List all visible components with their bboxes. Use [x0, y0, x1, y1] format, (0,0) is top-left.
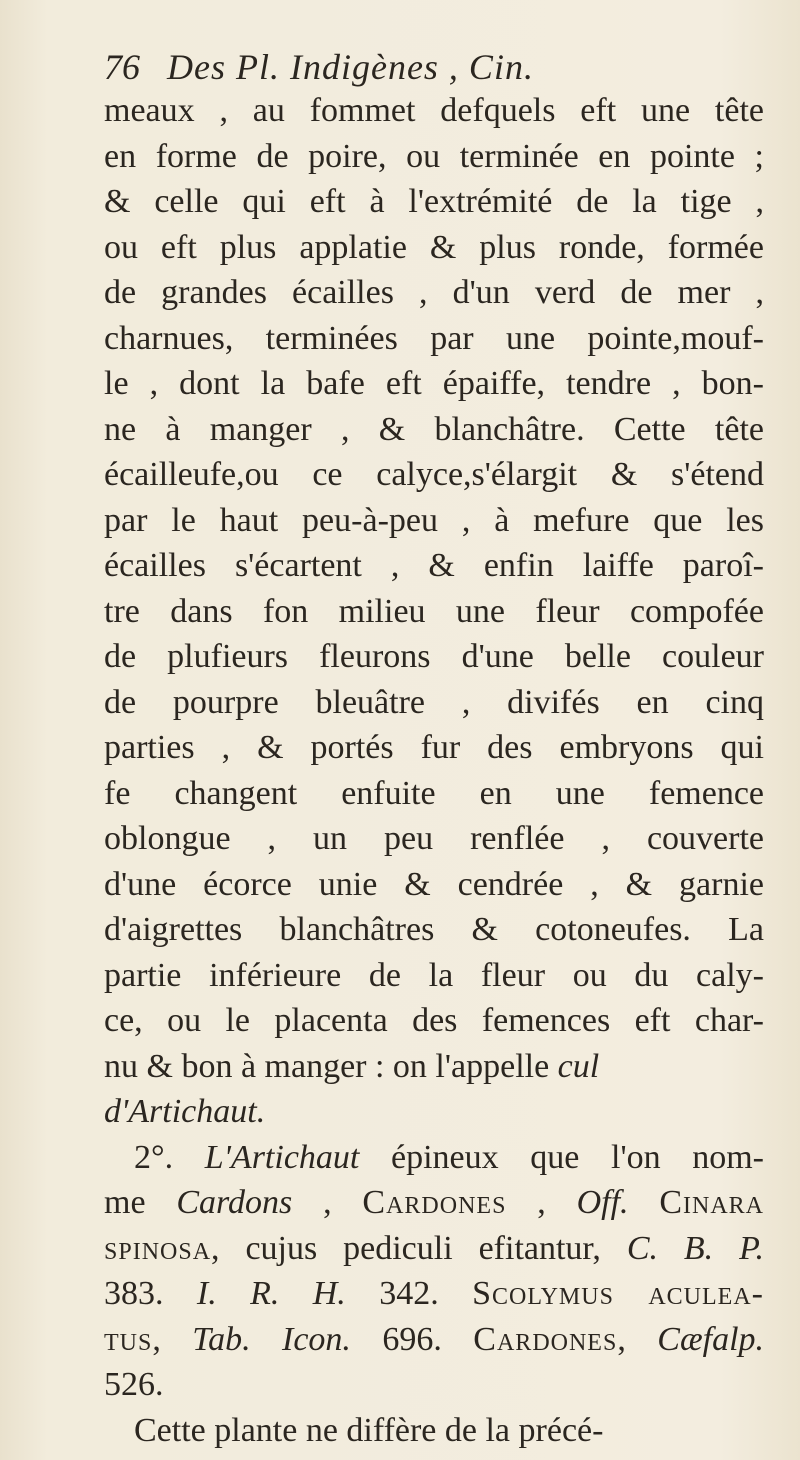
text-segment: Tab. Icon.	[192, 1320, 351, 1358]
text-line	[104, 771, 764, 817]
text-segment: & celle qui eft à l'extrémité de la tige ,	[104, 183, 764, 220]
text-segment: , cujus pediculi efitantur,	[211, 1229, 627, 1267]
text-segment: 342.	[345, 1275, 473, 1312]
text-segment: Cinara	[659, 1184, 765, 1221]
text-segment: épineux que l'on nom-	[359, 1138, 764, 1176]
text-segment: ce, ou le placenta des femences eft char-	[104, 1002, 764, 1039]
text-segment: L'Artichaut	[204, 1138, 360, 1176]
running-header	[104, 44, 744, 90]
text-segment: de grandes écailles , d'un verd de mer ,	[104, 274, 764, 311]
text-line	[104, 270, 764, 316]
text-segment: ,	[292, 1184, 363, 1221]
text-line	[104, 1317, 764, 1363]
text-line	[104, 725, 764, 771]
text-segment: I. R. H.	[196, 1275, 346, 1312]
text-line	[104, 179, 764, 225]
text-segment: Off.	[576, 1184, 629, 1221]
text-segment: parties , & portés fur des embryons qui	[104, 729, 764, 766]
text-line	[104, 88, 764, 134]
text-line	[104, 1180, 764, 1226]
text-segment: de plufieurs fleurons d'une belle couleur	[104, 638, 764, 675]
text-segment: ,	[617, 1320, 658, 1358]
text-line	[104, 634, 764, 680]
text-segment: meaux , au fommet defquels eft une tête	[104, 92, 764, 129]
text-line	[104, 1362, 764, 1408]
text-segment: oblongue , un peu renflée , couverte	[104, 820, 764, 857]
text-line	[104, 816, 764, 862]
text-line	[104, 134, 764, 180]
running-title: Des Pl. Indigènes , Cin.	[167, 47, 534, 87]
text-line	[104, 407, 764, 453]
text-line	[104, 953, 764, 999]
text-line	[104, 1408, 764, 1454]
text-segment: 2°.	[134, 1138, 205, 1176]
text-line	[104, 1226, 764, 1272]
text-segment: 696.	[350, 1320, 474, 1358]
text-segment: nu & bon à manger : on l'appelle	[104, 1047, 558, 1085]
text-segment: spinosa	[104, 1229, 212, 1267]
text-segment: le , dont la bafe eft épaiffe, tendre , bon-	[104, 365, 764, 402]
text-segment: C. B. P.	[626, 1229, 764, 1267]
text-segment: cul	[557, 1047, 600, 1085]
text-segment: de pourpre bleuâtre , divifés en cinq	[104, 683, 764, 721]
text-segment: Scolymus aculea-	[472, 1275, 764, 1312]
text-segment: Cardones	[362, 1184, 507, 1221]
text-segment: d'aigrettes blanchâtres & cotoneufes. La	[104, 911, 764, 948]
text-line	[104, 1089, 764, 1135]
text-segment: partie inférieure de la fleur ou du caly-	[104, 956, 764, 994]
text-line	[104, 361, 764, 407]
text-segment: tus	[104, 1320, 153, 1358]
text-line	[104, 998, 764, 1044]
text-line	[104, 543, 764, 589]
text-segment: 526.	[104, 1366, 164, 1403]
text-segment: fe changent enfuite en une femence	[104, 774, 764, 812]
text-segment: Cette plante ne diffère de la précé-	[134, 1411, 604, 1449]
text-segment: écailles s'écartent , & enfin laiffe paroî-	[104, 547, 764, 584]
text-line	[104, 1044, 764, 1090]
text-segment: ,	[506, 1184, 577, 1221]
text-line	[104, 225, 764, 271]
text-segment: charnues, terminées par une pointe,mouf-	[104, 319, 764, 357]
text-segment: ne à manger , & blanchâtre. Cette tête	[104, 410, 764, 448]
text-segment: tre dans fon milieu une fleur compofée	[104, 592, 764, 630]
text-segment	[629, 1184, 660, 1221]
page-number: 76	[104, 47, 140, 87]
text-segment: Cæfalp.	[657, 1320, 765, 1358]
text-line	[104, 498, 764, 544]
text-line	[104, 316, 764, 362]
text-segment: Cardones	[473, 1320, 618, 1358]
text-line	[104, 589, 764, 635]
text-line	[104, 1271, 764, 1317]
text-segment: ou eft plus applatie & plus ronde, formée	[104, 228, 764, 266]
text-line	[104, 1135, 764, 1181]
text-line	[104, 907, 764, 953]
text-segment: par le haut peu-à-peu , à mefure que les	[104, 501, 764, 539]
text-segment: écailleufe,ou ce calyce,s'élargit & s'étend	[104, 456, 764, 493]
text-segment: 383.	[104, 1275, 197, 1312]
text-line	[104, 452, 764, 498]
text-line	[104, 862, 764, 908]
text-segment: me	[104, 1184, 177, 1221]
text-segment: d'Artichaut.	[104, 1093, 266, 1130]
text-segment: d'une écorce unie & cendrée , & garnie	[104, 865, 764, 903]
text-segment: en forme de poire, ou terminée en pointe ;	[104, 137, 764, 175]
body-text	[104, 88, 764, 1453]
text-segment: Cardons	[176, 1184, 293, 1221]
text-segment: ,	[152, 1320, 193, 1358]
text-line	[104, 680, 764, 726]
